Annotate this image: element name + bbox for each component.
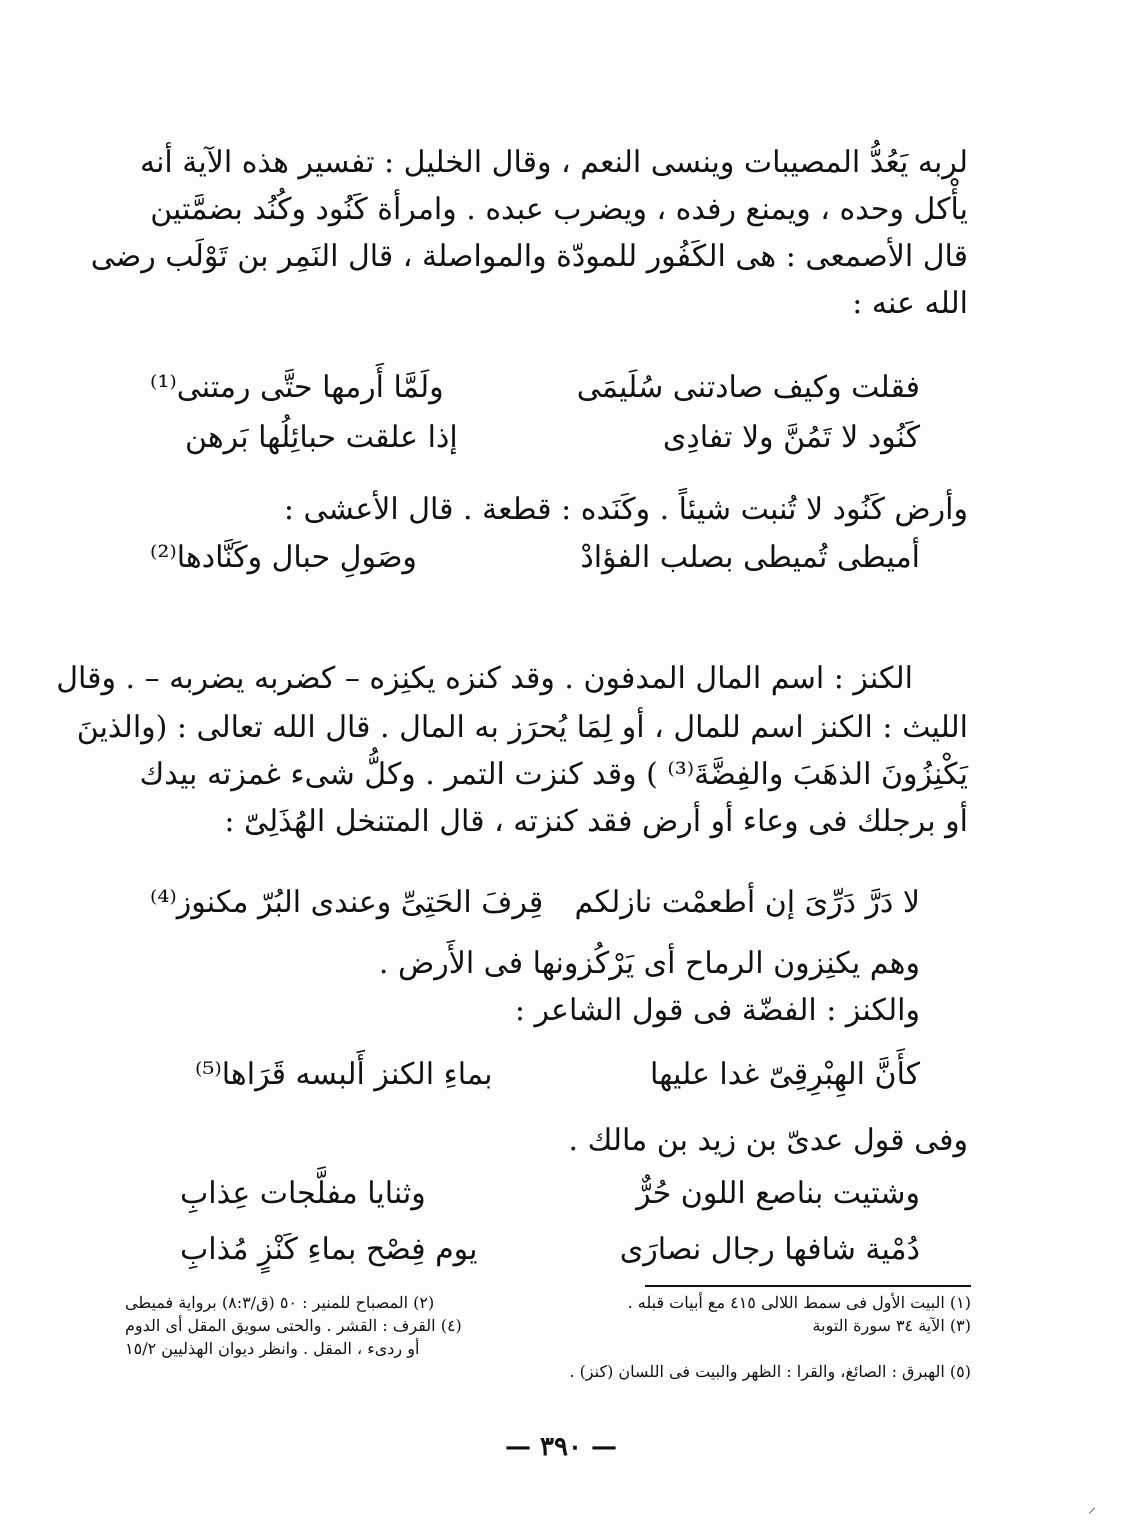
paragraph-3: [56, 655, 913, 702]
footnote-line: [125, 1337, 971, 1360]
paragraph-5: [560, 1117, 968, 1164]
text-line: يأْكل وحده ، ويمنع رفده ، ويضرب عبده . وامرأة كَنُود وكُنُد بضمَّتين: [150, 192, 968, 227]
text-line: وأرض كَنُود لا تُنبت شيئاً . وكَنَده : قطعة . قال الأعشى :: [283, 492, 968, 527]
paragraph-2: [283, 486, 968, 533]
verse-first-hemistich: وشتيت بناصع اللون حُرٌّ: [636, 1176, 920, 1211]
text-line: الليث : الكنز اسم للمال ، أو لِمَا يُحرَز به المال . قال الله تعالى : (والذينَ: [76, 710, 968, 745]
footnote-4-continued: أو ردىء ، المقل . وانظر ديوان الهذليين ١٥/٢: [125, 1339, 420, 1358]
footnote-4: (٤) القرف : القشر . والحتى سويق المقل أى الدوم: [125, 1316, 462, 1335]
footnote-line: [125, 1291, 971, 1314]
verse-second-hemistich: بماءِ الكنز أَلبسه قَرَاها⁽⁵⁾: [195, 1057, 493, 1092]
verse-second-hemistich: إذا علقت حبائِلُها بَرهن: [185, 420, 458, 455]
verse-first-hemistich: كأَنَّ الهِبْرِقِىّ غدا عليها: [650, 1057, 920, 1092]
verse-second-hemistich: قِرفَ الحَتِىِّ وعندى البُرّ مكنوز⁽⁴⁾: [150, 885, 544, 920]
verse-line: [150, 885, 920, 930]
text-line: قال الأصمعى : هى الكَفُور للمودّة والمواصلة ، قال النَمِر بن تَوْلَب رضى: [90, 239, 968, 274]
footnote-line: [125, 1314, 971, 1337]
text-line: يَكْنِزُونَ الذهَبَ والفِضَّةَ⁽³⁾ ) وقد كنزت التمر . وكلُّ شىء غمزته بيدك: [139, 757, 968, 792]
verse-line: [180, 1176, 920, 1221]
text-line: الله عنه :: [852, 286, 968, 321]
text-line: الكنز : اسم المال المدفون . وقد كنزه يكنِزه – كضربه يضربه – . وقال: [56, 661, 913, 696]
text-line: وفى قول عدىّ بن زيد بن مالك .: [568, 1123, 968, 1158]
paragraph-4: [300, 940, 920, 1034]
text-line: وهم يكنِزون الرماح أى يَرْكُزونها فى الأَرض .: [378, 946, 920, 981]
footnote-divider: [645, 1285, 971, 1287]
verse-first-hemistich: دُمْية شافها رجال نصارَى: [619, 1232, 920, 1267]
verse-first-hemistich: لا دَرَّ دَرِّىَ إن أطعمْت نازلكم: [574, 885, 920, 920]
footnote-3: (٣) الآية ٣٤ سورة التوبة: [812, 1316, 971, 1335]
footnote-2: (٢) المصباح للمنير : ٥٠ (ق/٨:٣) برواية فميطى: [125, 1293, 435, 1312]
verse-line: [150, 540, 920, 585]
paragraph-3-continued: [76, 704, 968, 845]
verse-first-hemistich: كَنُود لا تَمُنَّ ولا تفادِى: [662, 420, 920, 455]
footnote-1: (١) البيت الأول فى سمط اللالى ٤١٥ مع أبيات قبله .: [627, 1293, 971, 1312]
text-line: والكنز : الفضّة فى قول الشاعر :: [514, 993, 920, 1028]
verse-second-hemistich: يوم فِصْح بماءِ كَنْزٍ مُذابِ: [180, 1232, 478, 1267]
verse-first-hemistich: أميطى تُميطى بصلب الفؤادْ: [580, 540, 920, 575]
verse-first-hemistich: فقلت وكيف صادتنى سُلَيمَى: [576, 370, 920, 405]
verse-second-hemistich: ولَمَّا أَرمها حتَّى رمتنى⁽¹⁾: [150, 370, 444, 405]
scan-corner-mark: ⸍: [1088, 1504, 1097, 1523]
footnotes: [125, 1291, 971, 1383]
verse-line: [180, 1232, 920, 1277]
page-number: — ٣٩٠ —: [504, 1432, 618, 1462]
verse-line: [150, 370, 920, 415]
footnote-5: (٥) الهبرق : الصائغ، والقرا : الظهر والبيت فى اللسان (كنز) .: [569, 1362, 971, 1381]
text-line: أو برجلك فى وعاء أو أرض فقد كنزته ، قال المتنخل الهُذَلِىّ :: [224, 804, 968, 839]
verse-second-hemistich: وثنايا مفلَّجات عِذابِ: [180, 1176, 426, 1211]
verse-line: [185, 420, 920, 465]
footnote-line: [125, 1360, 971, 1383]
verse-second-hemistich: وصَولِ حبال وكَنَّادها⁽²⁾: [150, 540, 417, 575]
verse-line: [195, 1057, 920, 1102]
text-line: لربه يَعُدُّ المصيبات وينسى النعم ، وقال الخليل : تفسير هذه الآية أنه: [139, 145, 968, 180]
paragraph-1: [90, 139, 968, 327]
